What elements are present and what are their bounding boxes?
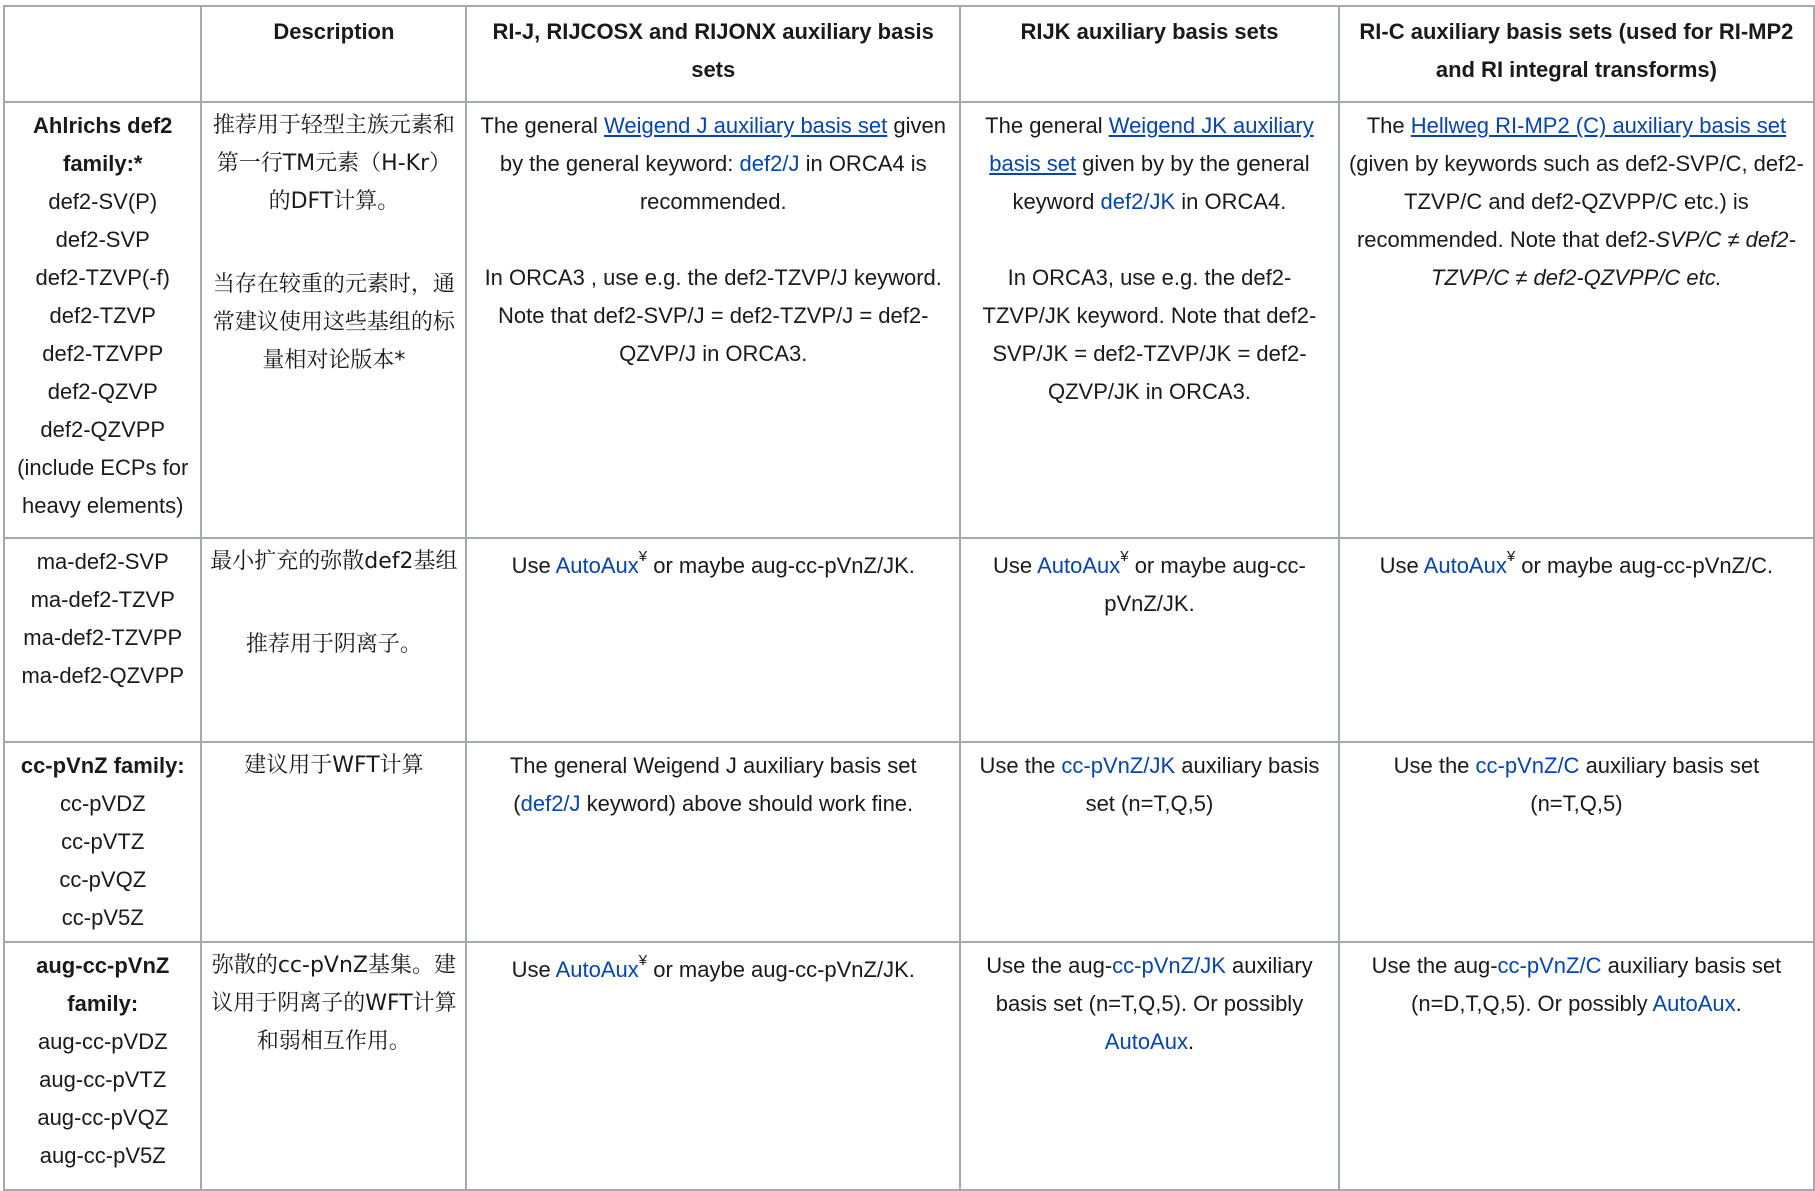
cc-pvnz-jk-link[interactable]: cc-pVnZ/JK [1112, 953, 1226, 978]
yen-footnote: ¥ [1120, 548, 1129, 565]
table-row [4, 102, 1814, 538]
basis-name: def2-QZVPP [40, 417, 166, 442]
basis-name: def2-TZVP(-f) [35, 265, 170, 290]
rijk-cell [960, 102, 1339, 538]
cell-text: in ORCA4 is recommended. [639, 151, 927, 214]
cell-text: or maybe aug-cc-pVnZ/JK. [1104, 553, 1306, 616]
table-header-row [4, 6, 1814, 102]
def2-j-link[interactable]: def2/J [520, 791, 581, 816]
cell-text: Use the [1393, 753, 1476, 778]
autoaux-link[interactable]: AutoAux [1104, 1029, 1188, 1054]
description-text: 推荐用于阴离子。 [245, 632, 422, 657]
autoaux-link[interactable]: AutoAux [1423, 553, 1507, 578]
table-row [4, 538, 1814, 742]
basis-name: def2-SVP [55, 227, 150, 252]
basis-name: def2-TZVP [49, 303, 156, 328]
basis-family-cell [4, 102, 201, 538]
basis-name: ma-def2-TZVP [30, 587, 175, 612]
yen-footnote: ¥ [638, 548, 648, 565]
ric-cell [1339, 538, 1814, 742]
basis-name: def2-QZVP [47, 379, 158, 404]
description-cell [201, 102, 466, 538]
ric-cell [1339, 942, 1814, 1190]
cell-text: auxiliary basis set (n=T,Q,5) [1530, 753, 1760, 816]
description-text: 建议用于WFT计算 [244, 753, 424, 778]
autoaux-link[interactable]: AutoAux [1652, 991, 1736, 1016]
basis-name: cc-pVQZ [59, 867, 147, 892]
basis-name: cc-pV5Z [61, 905, 144, 930]
ric-cell [1339, 102, 1814, 538]
autoaux-link[interactable]: AutoAux [555, 957, 639, 982]
yen-footnote: ¥ [638, 952, 648, 969]
header-basis-family [4, 6, 201, 102]
basis-family-cell [4, 742, 201, 942]
basis-name: def2-TZVPP [42, 341, 164, 366]
basis-name: ma-def2-TZVPP [23, 625, 183, 650]
hellweg-link[interactable]: Hellweg RI-MP2 (C) auxiliary basis set [1410, 113, 1787, 138]
weigend-jk-link[interactable]: Weigend JK auxiliary basis set [989, 113, 1314, 176]
description-text: 当存在较重的元素时，通常建议使用这些基组的标量相对论版本* [212, 272, 455, 373]
ric-cell [1339, 742, 1814, 942]
basis-name: aug-cc-pVDZ [37, 1029, 168, 1054]
cell-text: Use the [979, 753, 1062, 778]
basis-family-cell [4, 538, 201, 742]
cell-text: or maybe aug-cc-pVnZ/JK. [647, 957, 915, 982]
cell-text: Use [511, 957, 556, 982]
cell-text: auxiliary basis set (n=T,Q,5). Or possibly [995, 953, 1313, 1016]
def2-jk-link[interactable]: def2/JK [1100, 189, 1176, 214]
cell-text: The general [985, 113, 1109, 138]
autoaux-link[interactable]: AutoAux [1037, 553, 1121, 578]
rijk-cell [960, 742, 1339, 942]
cell-text-italic: SVP/C ≠ def2-TZVP/C ≠ def2-QZVPP/C etc. [1431, 227, 1796, 290]
header-rij: RI-J, RIJCOSX and RIJONX auxiliary basis sets [466, 6, 960, 102]
weigend-j-link[interactable]: Weigend J auxiliary basis set [603, 113, 888, 138]
description-text: 最小扩充的弥散def2基组 [210, 549, 458, 574]
basis-name: ma-def2-SVP [36, 549, 169, 574]
description-cell [201, 742, 466, 942]
def2-j-link[interactable]: def2/J [739, 151, 800, 176]
cell-text: In ORCA3 , use e.g. the def2-TZVP/J keyword. [484, 265, 942, 290]
cell-text: The [1366, 113, 1411, 138]
basis-name: cc-pVTZ [61, 829, 145, 854]
basis-name: aug-cc-pVQZ [37, 1105, 169, 1130]
table-row [4, 942, 1814, 1190]
basis-name: cc-pVDZ [59, 791, 146, 816]
basis-note: (include ECPs for heavy elements) [17, 455, 189, 518]
description-text: 推荐用于轻型主族元素和第一行TM元素（H-Kr）的DFT计算。 [212, 113, 455, 214]
description-text: 弥散的cc-pVnZ基集。建议用于阴离子的WFT计算和弱相互作用。 [211, 953, 457, 1054]
description-cell [201, 942, 466, 1190]
cell-text: In ORCA3, use e.g. the def2-TZVP/JK keyword. Note that def2-SVP/JK = def2-TZVP/JK = def2-QZVP/JK in ORCA3. [982, 265, 1317, 404]
yen-footnote: ¥ [1506, 548, 1516, 565]
cell-text: Note that def2-SVP/J = def2-TZVP/J = def2-QZVP/J in ORCA3. [498, 303, 929, 366]
cell-text: or maybe aug-cc-pVnZ/C. [1515, 553, 1774, 578]
description-cell [201, 538, 466, 742]
family-title: Ahlrichs def2 family:* [33, 113, 173, 176]
rijk-cell [960, 942, 1339, 1190]
cell-text: given by by the general keyword [1012, 151, 1310, 214]
rij-cell [466, 102, 960, 538]
basis-name: def2-SV(P) [48, 189, 158, 214]
basis-name: ma-def2-QZVPP [21, 663, 185, 688]
cell-text: auxiliary basis set (n=D,T,Q,5). Or possibly [1411, 953, 1782, 1016]
cell-text: Use [511, 553, 556, 578]
cell-text: Use [1379, 553, 1424, 578]
rij-cell [466, 538, 960, 742]
rij-cell [466, 742, 960, 942]
cell-text: . [1735, 991, 1742, 1016]
header-ric: RI-C auxiliary basis sets (used for RI-MP2 and RI integral transforms) [1339, 6, 1814, 102]
cell-text: given by the general keyword: [499, 113, 946, 176]
cc-pvnz-jk-link[interactable]: cc-pVnZ/JK [1061, 753, 1176, 778]
cell-text: auxiliary basis set (n=T,Q,5) [1085, 753, 1320, 816]
header-rijk: RIJK auxiliary basis sets [960, 6, 1339, 102]
cell-text: or maybe aug-cc-pVnZ/JK. [647, 553, 915, 578]
family-title: cc-pVnZ family: [20, 753, 185, 778]
rijk-cell [960, 538, 1339, 742]
cell-text: keyword) above should work fine. [580, 791, 914, 816]
basis-name: aug-cc-pV5Z [39, 1143, 166, 1168]
cell-text: (given by keywords such as def2-SVP/C, def2-TZVP/C and def2-QZVPP/C etc.) is recommended. Note that def2- [1348, 151, 1804, 252]
cell-text: in ORCA4. [1175, 189, 1287, 214]
cell-text: The general [480, 113, 604, 138]
family-title: aug-cc-pVnZ family: [36, 953, 170, 1016]
basis-name: aug-cc-pVTZ [39, 1067, 167, 1092]
cell-text: The general Weigend J auxiliary basis set ( [509, 753, 917, 816]
cc-pvnz-c-link[interactable]: cc-pVnZ/C [1497, 953, 1602, 978]
cc-pvnz-c-link[interactable]: cc-pVnZ/C [1475, 753, 1580, 778]
autoaux-link[interactable]: AutoAux [555, 553, 639, 578]
auxiliary-basis-table [3, 5, 1815, 1191]
cell-text: . [1187, 1029, 1195, 1054]
cell-text: Use the aug- [986, 953, 1113, 978]
basis-family-cell [4, 942, 201, 1190]
header-description: Description [201, 6, 466, 102]
cell-text: Use [993, 553, 1038, 578]
table-row [4, 742, 1814, 942]
cell-text: Use the aug- [1371, 953, 1498, 978]
rij-cell [466, 942, 960, 1190]
